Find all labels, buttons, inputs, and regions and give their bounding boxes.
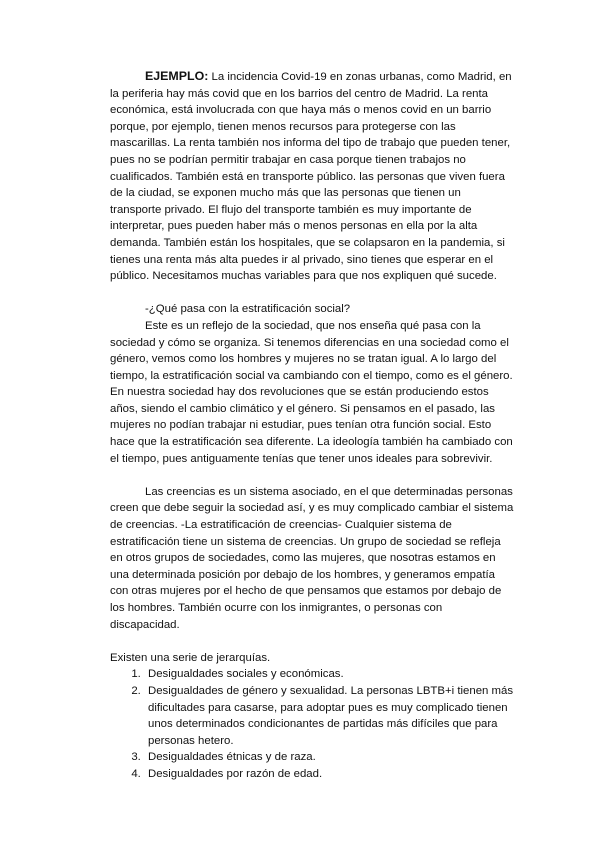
list-item: 1. Desigualdades sociales y económicas. xyxy=(144,666,514,683)
list-item: 4. Desigualdades por razón de edad. xyxy=(144,766,514,783)
spacer xyxy=(110,285,514,302)
list-item: 2. Desigualdades de género y sexualidad. La personas LBTB+i tienen más dificultades para casarse, para adoptar pues es muy complicado tienen unos determinados condicionantes de partidas más difíciles que para personas hetero. xyxy=(144,683,514,749)
beliefs-paragraph: Las creencias es un sistema asociado, en el que determinadas personas creen que debe seguir la sociedad así, y es muy complicado cambiar el sistema de creencias. -La estratificación de creencias- Cualquier sistema de estratificación tiene un sistema de creencias. Un grupo de sociedad se refleja en otros grupos de sociedades, como las mujeres, que nosotras estamos en una determinada posición por debajo de los hombres, y generamos empatía con otras mujeres por el hecho de que pensamos que estamos por debajo de los hombres. También ocurre con los inmigrantes, o personas con discapacidad. xyxy=(110,485,514,631)
example-paragraph xyxy=(110,68,514,285)
example-label: EJEMPLO: xyxy=(145,69,209,83)
spacer xyxy=(110,467,514,484)
hierarchies-intro: Existen una serie de jerarquías. xyxy=(110,651,271,664)
stratification-question: -¿Qué pasa con la estratificación social? xyxy=(145,303,351,316)
stratification-paragraph: Este es un reflejo de la sociedad, que nos enseña qué pasa con la sociedad y cómo se organiza. Si tenemos diferencias en una sociedad como el género, vemos como los hombres y mujeres no se tratan igual. A lo largo del tiempo, la estratificación social va cambiando con el tiempo, como es el género. En nuestra sociedad hay dos revoluciones que se están produciendo estos años, siendo el cambio climático y el género. Si pensamos en el pasado, las mujeres no podían trabajar ni estudiar, pues tenían otra función social. Esto hace que la estratificación sea diferente. La ideología también ha cambiado con el tiempo, pues antiguamente tenías que tener unos ideales para sobrevivir. xyxy=(110,319,513,465)
list-item: 3. Desigualdades étnicas y de raza. xyxy=(144,749,514,766)
hierarchies-list xyxy=(110,666,514,782)
spacer xyxy=(110,633,514,650)
example-text: La incidencia Covid-19 en zonas urbanas, como Madrid, en la periferia hay más covid que en los barrios del centro de Madrid. La renta económica, está involucrada con que haya más o menos covid en un barrio porque, por ejemplo, tienen menos recursos para protegerse con las mascarillas. La renta también nos informa del tipo de trabajo que pueden tener, pues no se podrían permitir trabajar en casa porque tienen trabajos no cualificados. También está en transporte público. las personas que viven fuera de la ciudad, se exponen mucho más que las personas que tienen un transporte privado. El flujo del transporte también es muy importante de interpretar, pues pueden haber más o menos personas en ella por la alta demanda. También están los hospitales, que se colapsaron en la pandemia, si tienes una renta más alta puedes ir al privado, sino tienes que esperar en el público. Necesitamos muchas variables para que nos expliquen qué sucede. xyxy=(110,71,512,283)
